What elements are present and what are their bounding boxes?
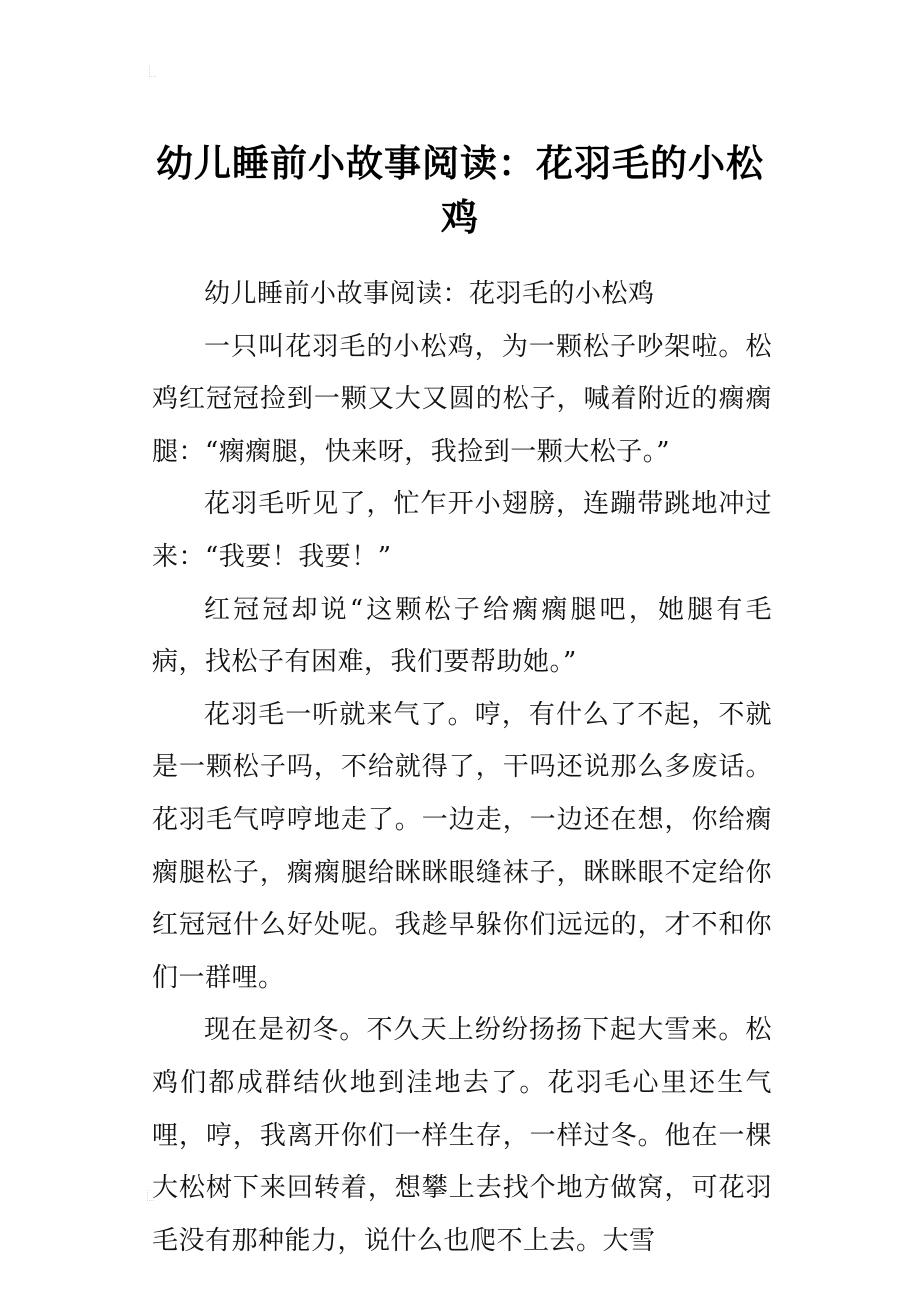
paragraph-1: 幼儿睡前小故事阅读：花羽毛的小松鸡 (204, 279, 655, 309)
paragraph-3: 花羽毛听见了，忙乍开小翅膀，连蹦带跳地冲过来：“我要！我要！” (152, 489, 772, 572)
paragraph-2: 一只叫花羽毛的小松鸡，为一颗松子吵架啦。松鸡红冠冠捡到一颗又大又圆的松子，喊着附近的瘸瘸腿：“瘸瘸腿，快来呀，我捡到一颗大松子。” (152, 331, 772, 467)
story-body (152, 268, 772, 1267)
paragraph-6: 现在是初冬。不久天上纷纷扬扬下起大雪来。松鸡们都成群结伙地到洼地去了。花羽毛心里还生气哩，哼，我离开你们一样生存，一样过冬。他在一棵大松树下来回转着，想攀上去找个地方做窝，可花羽毛没有那种能力，说什么也爬不上去。大雪 (152, 1015, 772, 1256)
paragraph-4: 红冠冠却说“这颗松子给瘸瘸腿吧，她腿有毛病，找松子有困难，我们要帮助她。” (152, 594, 772, 678)
top-left-crop-mark (149, 66, 156, 77)
document-title: 幼儿睡前小故事阅读：花羽毛的小松鸡 (156, 141, 764, 239)
paragraph-5: 花羽毛一听就来气了。哼，有什么了不起，不就是一颗松子吗，不给就得了，干吗还说那么多废话。花羽毛气哼哼地走了。一边走，一边还在想，你给瘸瘸腿松子，瘸瘸腿给眯眯眼缝袜子，眯眯眼不定给你红冠冠什么好处呢。我趁早躲你们远远的，才不和你们一群哩。 (152, 699, 772, 993)
